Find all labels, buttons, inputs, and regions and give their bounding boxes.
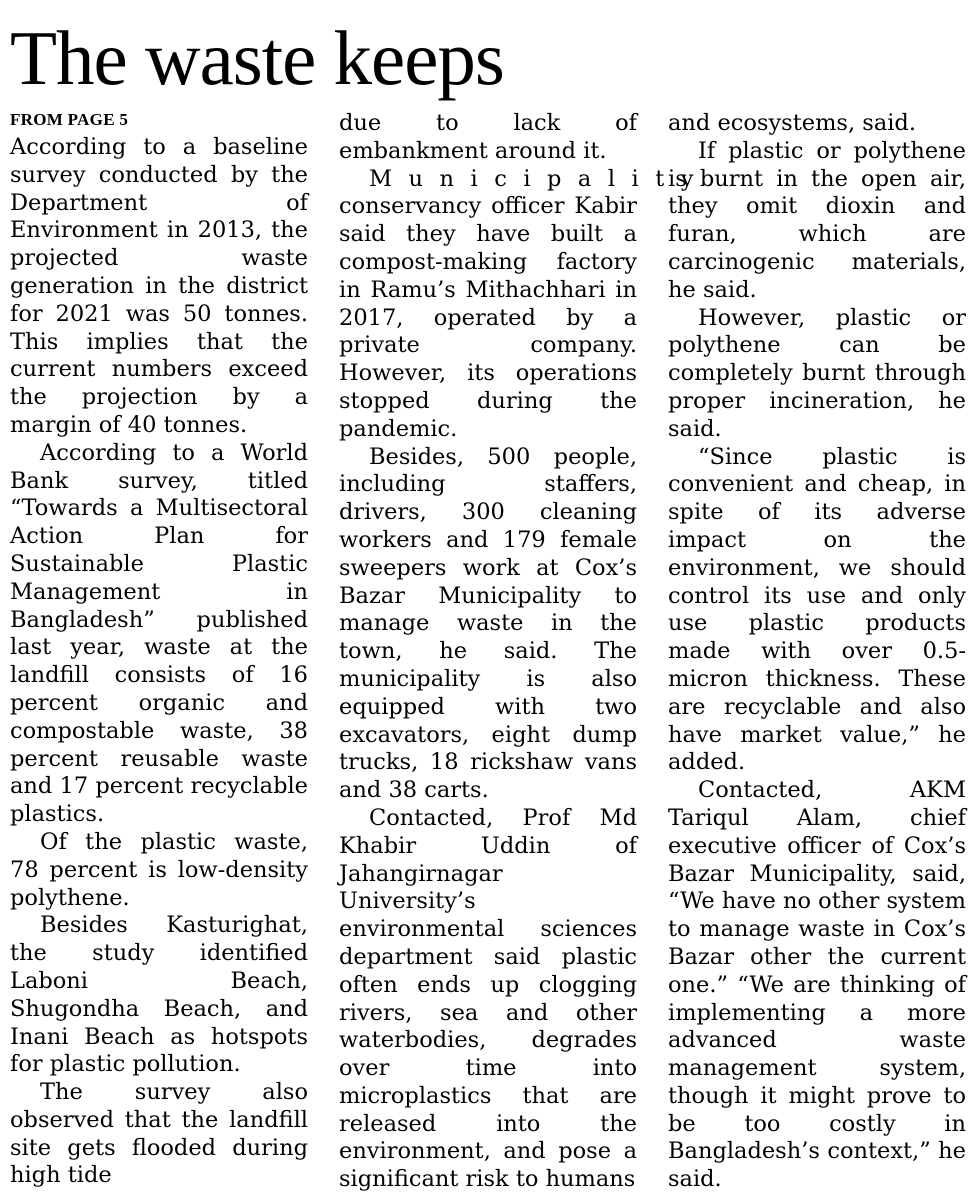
column-1: [10, 110, 308, 1190]
paragraph: However, plastic or polythene can be completely burnt through proper incineration, he said.: [668, 304, 966, 442]
paragraph: According to a World Bank survey, titled “Towards a Multisectoral Action Plan for Sustainable Plastic Management in Bangladesh” published last year, waste at the landfill consists of 16 percent organic and compostable waste, 38 percent reusable waste and 17 percent recyclable plastics.: [10, 439, 308, 828]
paragraph-continuation: and ecosystems, said.: [668, 110, 916, 136]
headline: The waste keeps: [10, 15, 504, 101]
paragraph: Besides Kasturighat, the study identified Laboni Beach, Shugondha Beach, and Inani Beach as hotspots for plastic pollution.: [10, 912, 308, 1078]
paragraph: Contacted, AKM Tariqul Alam, chief executive officer of Cox’s Bazar Municipality, said, “We have no other system to manage waste in Cox’s Bazar other the current one.” “We are thinking of implementing a more advanced waste management system, though it might prove to be too costly in Bangladesh’s context,” he said.: [668, 777, 966, 1193]
kicker-from-page: FROM PAGE 5: [10, 110, 129, 129]
paragraph-text: conservancy officer Kabir said they have built a compost-making factory in Ramu’s Mithachhari in 2017, operated by a private company. However, its operations stopped during the pandemic.: [339, 193, 637, 442]
paragraph: “Since plastic is convenient and cheap, in spite of its adverse impact on the environment, we should control its use and only use plastic products made with over 0.5-micron thickness. These are recyclable and also have market value,” he added.: [668, 443, 966, 776]
paragraph: The survey also observed that the landfill site gets flooded during high tide: [10, 1079, 308, 1189]
paragraph: Besides, 500 people, including staffers, drivers, 300 cleaning workers and 179 female sweepers work at Cox’s Bazar Municipality to manage waste in the town, he said. The municipality is also equipped with two excavators, eight dump trucks, 18 rickshaw vans and 38 carts.: [339, 443, 637, 804]
column-2: [339, 110, 710, 1194]
paragraph: Of the plastic waste, 78 percent is low-density polythene.: [10, 828, 308, 911]
paragraph: Contacted, Prof Md Khabir Uddin of Jahangirnagar University’s environmental sciences department said plastic often ends up clogging rivers, sea and other waterbodies, degrades over time into microplastics that are released into the environment, and pose a significant risk to humans: [339, 804, 637, 1193]
paragraph: [339, 165, 710, 444]
paragraph: If plastic or polythene is burnt in the open air, they omit dioxin and furan, which are carcinogenic materials, he said.: [668, 137, 966, 303]
spaced-word: Municipality: [369, 165, 710, 192]
paragraph: According to a baseline survey conducted by the Department of Environment in 2013, the projected waste generation in the district for 2021 was 50 tonnes. This implies that the current numbers exceed the projection by a margin of 40 tonnes.: [10, 134, 308, 438]
paragraph-continuation: due to lack of embankment around it.: [339, 110, 637, 164]
column-3: [668, 110, 966, 1194]
